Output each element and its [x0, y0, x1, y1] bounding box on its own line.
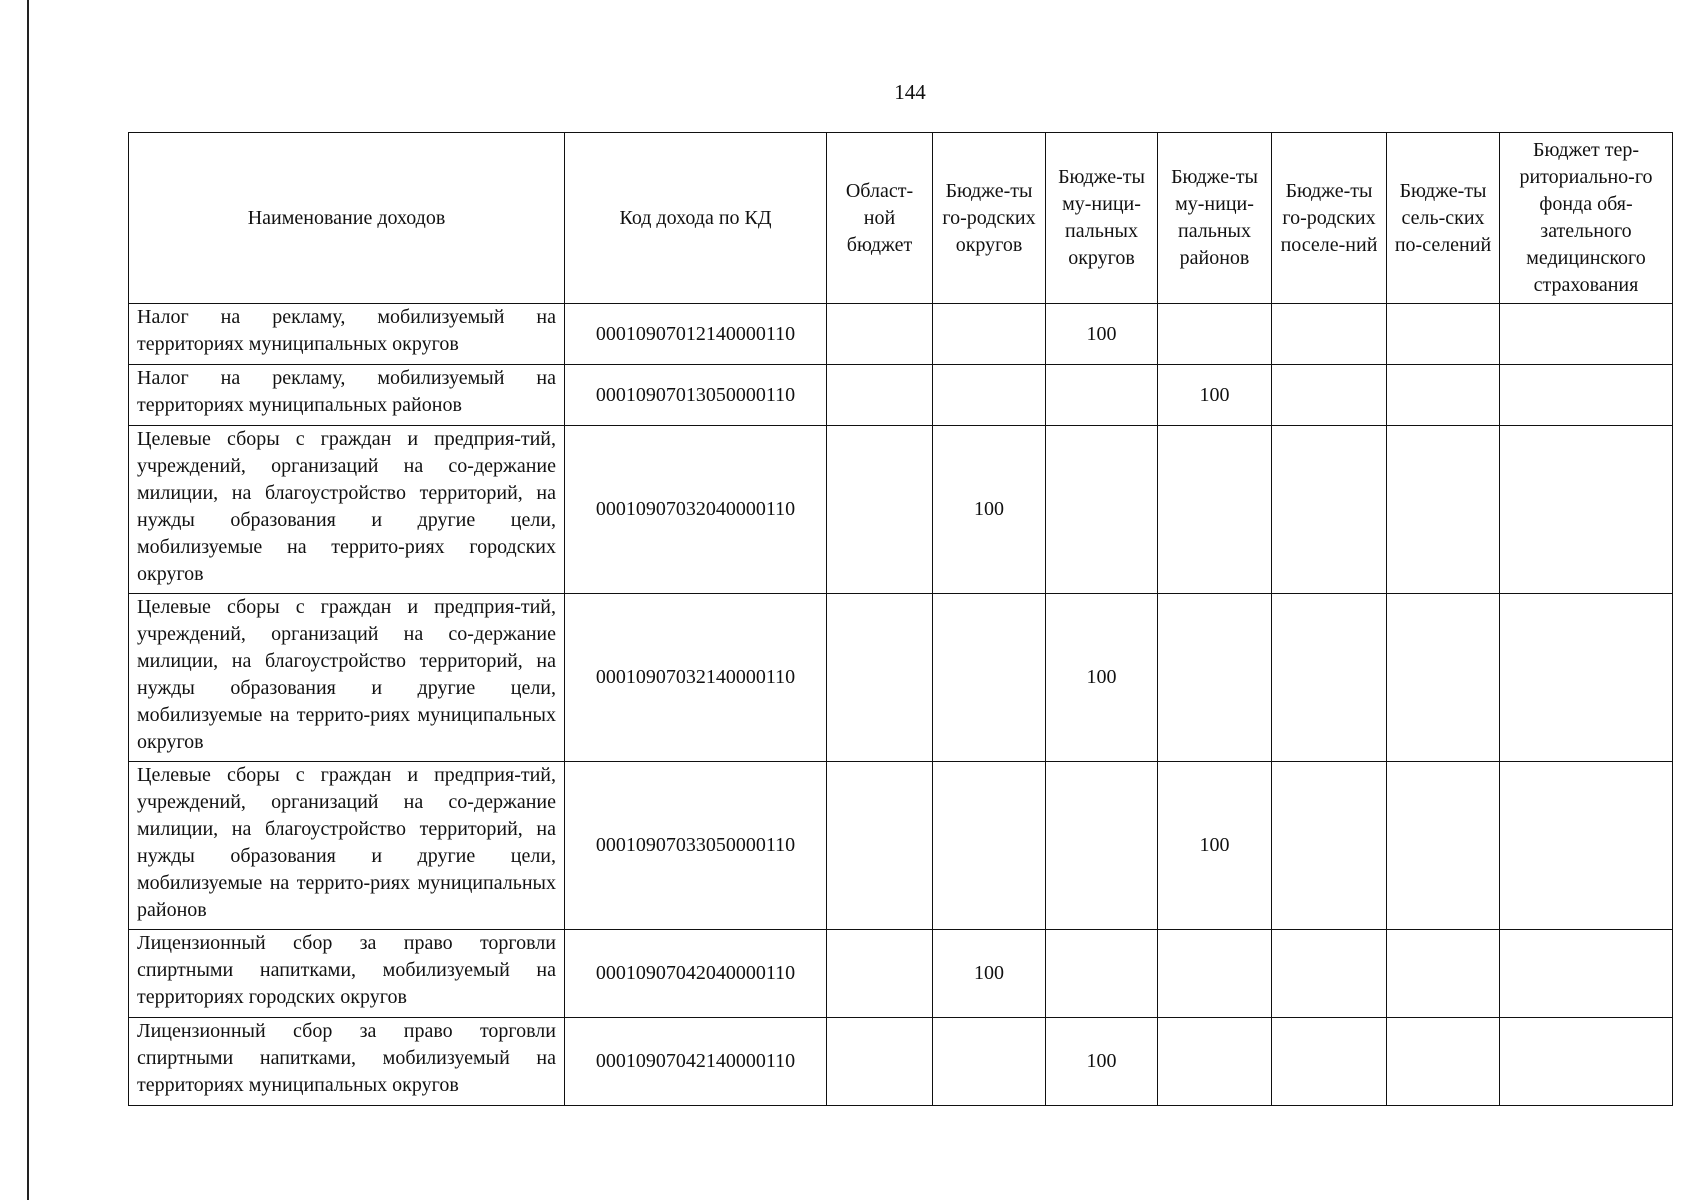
value-cell	[827, 304, 933, 365]
value-cell	[1272, 365, 1387, 426]
value-cell	[933, 304, 1046, 365]
table-row	[129, 762, 1673, 930]
value-cell	[1272, 762, 1387, 930]
value-cell	[933, 762, 1046, 930]
table-row	[129, 930, 1673, 1018]
income-code-cell: 00010907032040000110	[565, 426, 827, 594]
value-cell: 100	[1046, 304, 1158, 365]
value-cell	[933, 1018, 1046, 1106]
value-cell	[1500, 365, 1673, 426]
value-cell	[933, 365, 1046, 426]
value-cell	[1046, 426, 1158, 594]
income-code-cell: 00010907042040000110	[565, 930, 827, 1018]
income-code-cell: 00010907012140000110	[565, 304, 827, 365]
value-cell	[1387, 762, 1500, 930]
value-cell	[1500, 762, 1673, 930]
value-cell: 100	[1158, 365, 1272, 426]
value-cell	[1158, 1018, 1272, 1106]
income-name-cell: Налог на рекламу, мобилизуемый на территориях муниципальных округов	[129, 304, 565, 365]
page-margin-line	[27, 0, 29, 1200]
value-cell	[1046, 365, 1158, 426]
value-cell	[827, 594, 933, 762]
value-cell: 100	[1046, 594, 1158, 762]
income-name-cell: Лицензионный сбор за право торговли спиртными напитками, мобилизуемый на территориях муниципальных округов	[129, 1018, 565, 1106]
value-cell	[1046, 930, 1158, 1018]
value-cell	[1387, 304, 1500, 365]
header-medical-insurance-fund-budget: Бюджет тер-риториально-го фонда обя-зательного медицинского страхования	[1500, 133, 1673, 304]
table-row	[129, 304, 1673, 365]
header-income-name: Наименование доходов	[129, 133, 565, 304]
value-cell	[1387, 426, 1500, 594]
header-rural-settlements-budgets: Бюдже-ты сель-ских по-селений	[1387, 133, 1500, 304]
value-cell	[933, 594, 1046, 762]
income-name-cell: Целевые сборы с граждан и предприя-тий, учреждений, организаций на со-держание милиции, на благоустройство территорий, на нужды образования и другие цели, мобилизуемые на террито-риях муниципальных районов	[129, 762, 565, 930]
header-regional-budget: Област-ной бюджет	[827, 133, 933, 304]
value-cell	[1387, 594, 1500, 762]
value-cell	[1158, 930, 1272, 1018]
income-name-cell: Лицензионный сбор за право торговли спиртными напитками, мобилизуемый на территориях городских округов	[129, 930, 565, 1018]
page-number: 144	[894, 80, 926, 104]
header-city-districts-budgets: Бюдже-ты го-родских округов	[933, 133, 1046, 304]
table-row	[129, 1018, 1673, 1106]
value-cell	[1500, 930, 1673, 1018]
value-cell	[1387, 1018, 1500, 1106]
value-cell: 100	[933, 426, 1046, 594]
header-municipal-regions-budgets: Бюдже-ты му-ници-пальных районов	[1158, 133, 1272, 304]
header-income-code: Код дохода по КД	[565, 133, 827, 304]
value-cell	[1046, 762, 1158, 930]
value-cell	[1272, 304, 1387, 365]
income-name-cell: Целевые сборы с граждан и предприя-тий, учреждений, организаций на со-держание милиции, на благоустройство территорий, на нужды образования и другие цели, мобилизуемые на террито-риях муниципальных округов	[129, 594, 565, 762]
value-cell	[827, 762, 933, 930]
value-cell	[1387, 365, 1500, 426]
value-cell: 100	[1046, 1018, 1158, 1106]
table-row	[129, 365, 1673, 426]
value-cell	[827, 365, 933, 426]
value-cell	[1272, 1018, 1387, 1106]
value-cell	[1272, 426, 1387, 594]
table-row	[129, 594, 1673, 762]
value-cell	[1158, 304, 1272, 365]
table-row	[129, 426, 1673, 594]
income-code-cell: 00010907032140000110	[565, 594, 827, 762]
header-municipal-districts-budgets: Бюдже-ты му-ници-пальных округов	[1046, 133, 1158, 304]
header-urban-settlements-budgets: Бюдже-ты го-родских поселе-ний	[1272, 133, 1387, 304]
value-cell	[1500, 304, 1673, 365]
income-code-cell: 00010907033050000110	[565, 762, 827, 930]
income-name-cell: Целевые сборы с граждан и предприя-тий, учреждений, организаций на со-держание милиции, на благоустройство территорий, на нужды образования и другие цели, мобилизуемые на террито-риях городских округов	[129, 426, 565, 594]
value-cell	[827, 1018, 933, 1106]
value-cell	[827, 426, 933, 594]
value-cell: 100	[933, 930, 1046, 1018]
income-code-cell: 00010907013050000110	[565, 365, 827, 426]
value-cell	[1272, 594, 1387, 762]
value-cell	[1387, 930, 1500, 1018]
value-cell	[1272, 930, 1387, 1018]
income-distribution-table	[128, 132, 1673, 1106]
value-cell	[1500, 1018, 1673, 1106]
table-header-row	[129, 133, 1673, 304]
value-cell	[827, 930, 933, 1018]
income-name-cell: Налог на рекламу, мобилизуемый на территориях муниципальных районов	[129, 365, 565, 426]
value-cell: 100	[1158, 762, 1272, 930]
income-code-cell: 00010907042140000110	[565, 1018, 827, 1106]
value-cell	[1158, 594, 1272, 762]
value-cell	[1500, 426, 1673, 594]
value-cell	[1158, 426, 1272, 594]
value-cell	[1500, 594, 1673, 762]
